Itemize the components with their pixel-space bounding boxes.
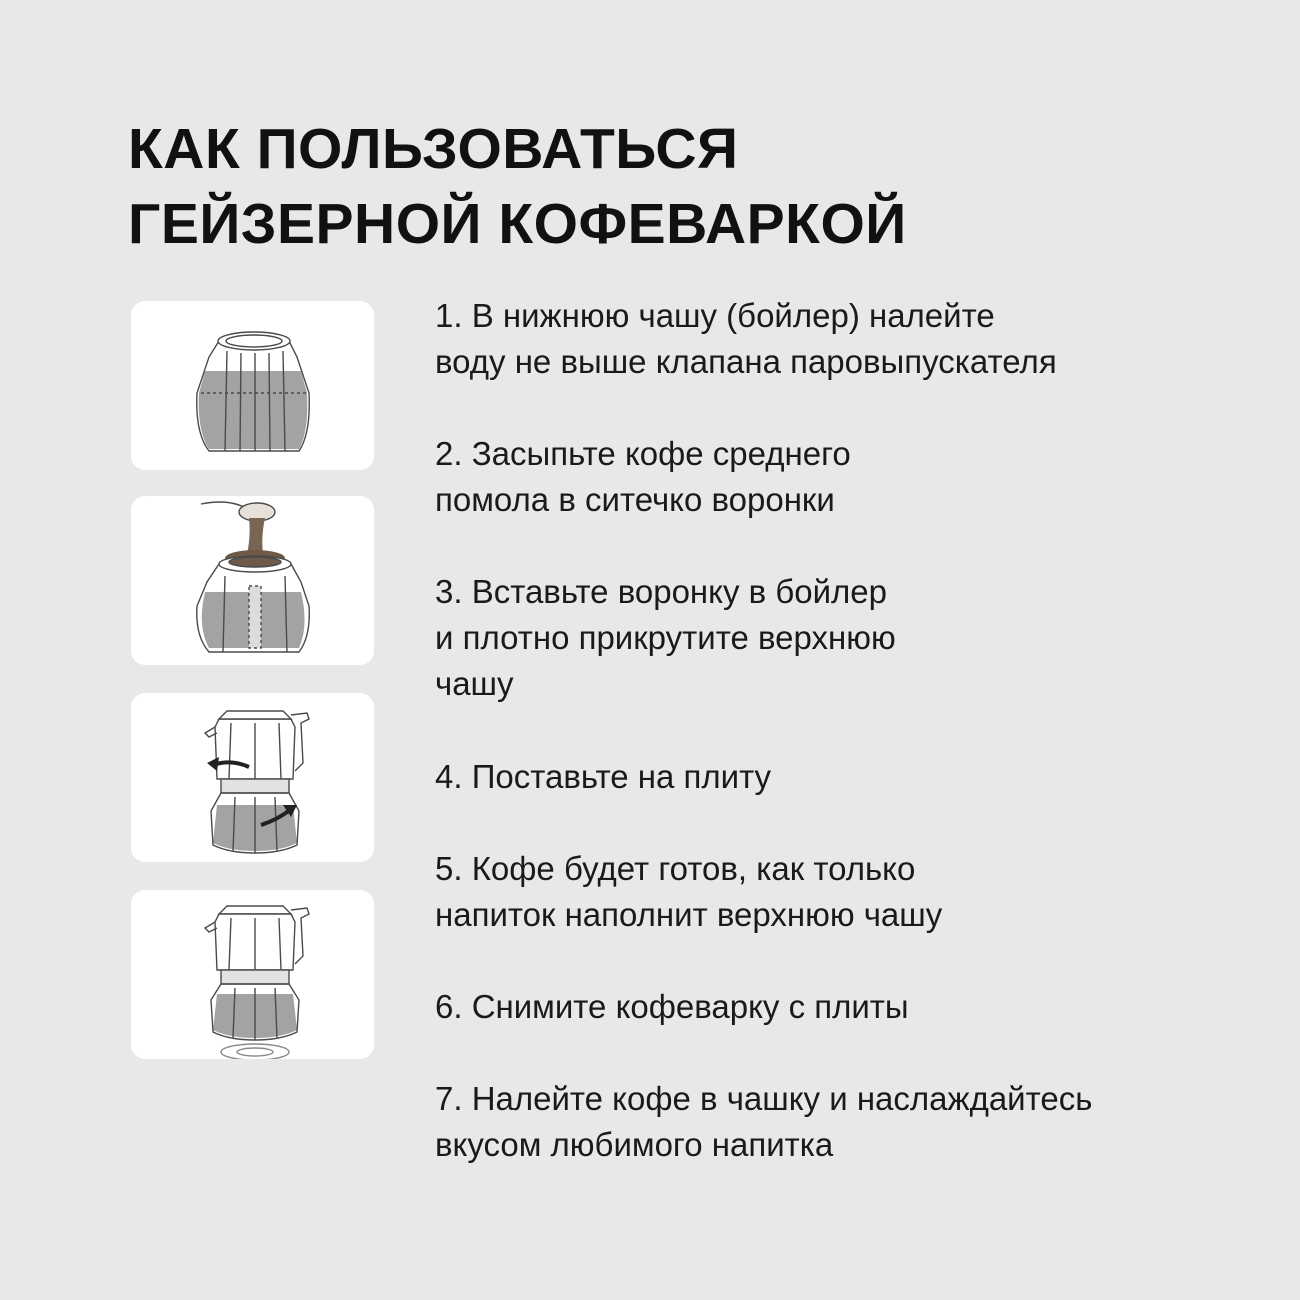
step-1 bbox=[435, 293, 1057, 385]
step-6-line-1: 6. Снимите кофеварку с плиты bbox=[435, 988, 909, 1025]
step-2 bbox=[435, 431, 851, 523]
moka-pot-on-stove-icon bbox=[131, 890, 374, 1059]
step-1-line-1: 1. В нижнюю чашу (бойлер) налейте bbox=[435, 297, 995, 334]
step-5-line-1: 5. Кофе будет готов, как только bbox=[435, 850, 916, 887]
step-3 bbox=[435, 569, 896, 707]
step-7 bbox=[435, 1076, 1092, 1168]
step-3-line-3: чашу bbox=[435, 665, 514, 702]
step-2-line-2: помола в ситечко воронки bbox=[435, 481, 835, 518]
step-5-line-2: напиток наполнит верхнюю чашу bbox=[435, 896, 943, 933]
step-4 bbox=[435, 754, 771, 800]
step-7-line-2: вкусом любимого напитка bbox=[435, 1126, 834, 1163]
step-5 bbox=[435, 846, 942, 938]
screw-moka-pot-icon bbox=[131, 693, 374, 862]
illustration-card-2 bbox=[131, 496, 374, 665]
boiler-with-water-icon bbox=[131, 301, 374, 470]
step-4-line-1: 4. Поставьте на плиту bbox=[435, 758, 772, 795]
step-2-line-1: 2. Засыпьте кофе среднего bbox=[435, 435, 851, 472]
coffee-spoon-funnel-icon bbox=[131, 496, 374, 665]
step-7-line-1: 7. Налейте кофе в чашку и наслаждайтесь bbox=[435, 1080, 1093, 1117]
illustration-card-4 bbox=[131, 890, 374, 1059]
page-title-line-2: ГЕЙЗЕРНОЙ КОФЕВАРКОЙ bbox=[128, 192, 907, 256]
step-3-line-1: 3. Вставьте воронку в бойлер bbox=[435, 573, 887, 610]
step-1-line-2: воду не выше клапана паровыпускателя bbox=[435, 343, 1057, 380]
step-3-line-2: и плотно прикрутите верхнюю bbox=[435, 619, 896, 656]
step-6 bbox=[435, 984, 909, 1030]
illustration-card-3 bbox=[131, 693, 374, 862]
illustration-card-1 bbox=[131, 301, 374, 470]
page-title-line-1: КАК ПОЛЬЗОВАТЬСЯ bbox=[128, 117, 739, 181]
page-title bbox=[128, 112, 907, 262]
